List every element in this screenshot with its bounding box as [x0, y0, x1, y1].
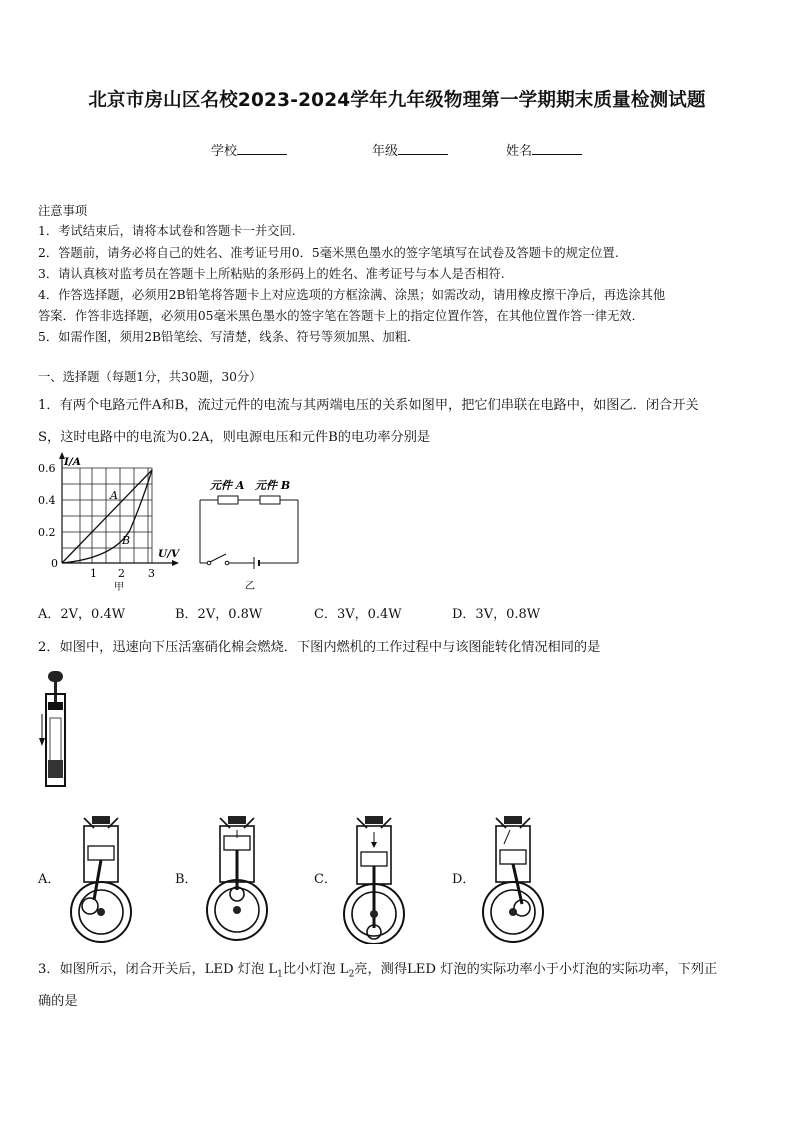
q3-text-line1	[38, 958, 717, 980]
q1-option-c[interactable]: C．3V，0.4W	[314, 607, 402, 622]
q3-text-part: 3．如图所示，闭合开关后，LED 灯泡 L	[38, 962, 278, 977]
element-a-label: 元件 A	[210, 479, 245, 492]
grade-blank[interactable]	[398, 142, 448, 155]
x-tick: 1	[90, 567, 97, 580]
q3-text-part: 比小灯泡 L	[282, 962, 349, 977]
element-b	[260, 496, 280, 504]
engine-stroke-d	[474, 808, 552, 944]
x-axis-label: U/V	[158, 548, 180, 560]
q2-option-d[interactable]: D．	[452, 872, 476, 887]
circuit-caption: 乙	[245, 581, 255, 592]
page-title: 北京市房山区名校2023-2024学年九年级物理第一学期期末质量检测试题	[88, 90, 706, 111]
notice-item: 答案．作答非选择题，必须用05毫米黑色墨水的签字笔在答题卡上的指定位置作答，在其他位置作答一律无效．	[38, 309, 644, 323]
q1-text-line2: S，这时电路中的电流为0.2A，则电源电压和元件B的电功率分别是	[38, 430, 431, 445]
q1-option-b[interactable]: B．2V，0.8W	[175, 607, 263, 622]
y-tick: 0.2	[38, 526, 56, 539]
down-arrow	[39, 738, 45, 746]
name-blank[interactable]	[532, 142, 582, 155]
iv-graph	[34, 450, 184, 592]
subscript: 1	[277, 969, 283, 980]
cotton	[48, 760, 63, 778]
subscript: 2	[348, 969, 355, 980]
graph-caption: 甲	[114, 582, 124, 592]
section-heading: 一、选择题（每题1分，共30题，30分）	[38, 370, 262, 384]
grade-label: 年级	[372, 144, 399, 159]
grade-field	[372, 140, 448, 159]
q2-text: 2．如图中，迅速向下压活塞硝化棉会燃烧．下图内燃机的工作过程中与该图能转化情况相同的是	[38, 640, 601, 655]
piston-cylinder-figure	[36, 668, 76, 794]
name-label: 姓名	[506, 144, 533, 159]
element-b-label: 元件 B	[255, 479, 291, 492]
piston-head	[48, 702, 63, 710]
y-tick: 0.4	[38, 494, 56, 507]
school-blank[interactable]	[237, 142, 287, 155]
notice-item: 5．如需作图，须用2B铅笔绘、写清楚，线条、符号等须加黑、加粗．	[38, 330, 420, 344]
y-axis-label: I/A	[64, 456, 81, 468]
circuit-diagram	[192, 470, 304, 594]
x-tick: 2	[118, 567, 125, 580]
q3-text-part: 亮，测得LED 灯泡的实际功率小于小灯泡的实际功率，下列正	[354, 962, 718, 977]
notice-heading: 注意事项	[38, 204, 88, 218]
name-field	[506, 140, 582, 159]
q3-text-line2: 确的是	[38, 994, 78, 1009]
engine-stroke-a	[62, 808, 140, 944]
notice-item: 4．作答选择题，必须用2B铅笔将答题卡上对应选项的方框涂满、涂黑；如需改动，请用橡皮擦干净后，再选涂其他	[38, 288, 666, 302]
piston-rod	[54, 681, 57, 703]
y-tick: 0.6	[38, 462, 56, 475]
notice-item: 3．请认真核对监考员在答题卡上所粘贴的条形码上的姓名、准考证号与本人是否相符.	[38, 267, 505, 281]
q1-option-d[interactable]: D．3V，0.8W	[452, 607, 541, 622]
engine-stroke-c	[335, 808, 413, 944]
q1-text-line1: 1．有两个电路元件A和B，流过元件的电流与其两端电压的关系如图甲，把它们串联在电路中，如图乙．闭合开关	[38, 398, 699, 413]
notice-item: 1．考试结束后，请将本试卷和答题卡一并交回.	[38, 224, 296, 238]
curve-b-label: B	[122, 534, 131, 547]
school-label: 学校	[211, 144, 238, 159]
q2-option-c[interactable]: C．	[314, 872, 337, 887]
curve-a-label: A	[110, 489, 118, 502]
piston-knob	[48, 671, 63, 682]
x-tick: 3	[148, 567, 155, 580]
q2-option-b[interactable]: B．	[175, 872, 198, 887]
x-axis-arrow	[172, 560, 179, 566]
notice-item: 2．答题前，请务必将自己的姓名、准考证号用0．5毫米黑色墨水的签字笔填写在试卷及答题卡的规定位置.	[38, 246, 619, 260]
school-field	[211, 140, 287, 159]
switch	[210, 554, 226, 562]
q2-option-a[interactable]: A．	[38, 872, 61, 887]
q1-option-a[interactable]: A．2V，0.4W	[38, 607, 126, 622]
element-a	[218, 496, 238, 504]
engine-stroke-b	[198, 808, 276, 944]
y-tick: 0	[51, 557, 58, 570]
